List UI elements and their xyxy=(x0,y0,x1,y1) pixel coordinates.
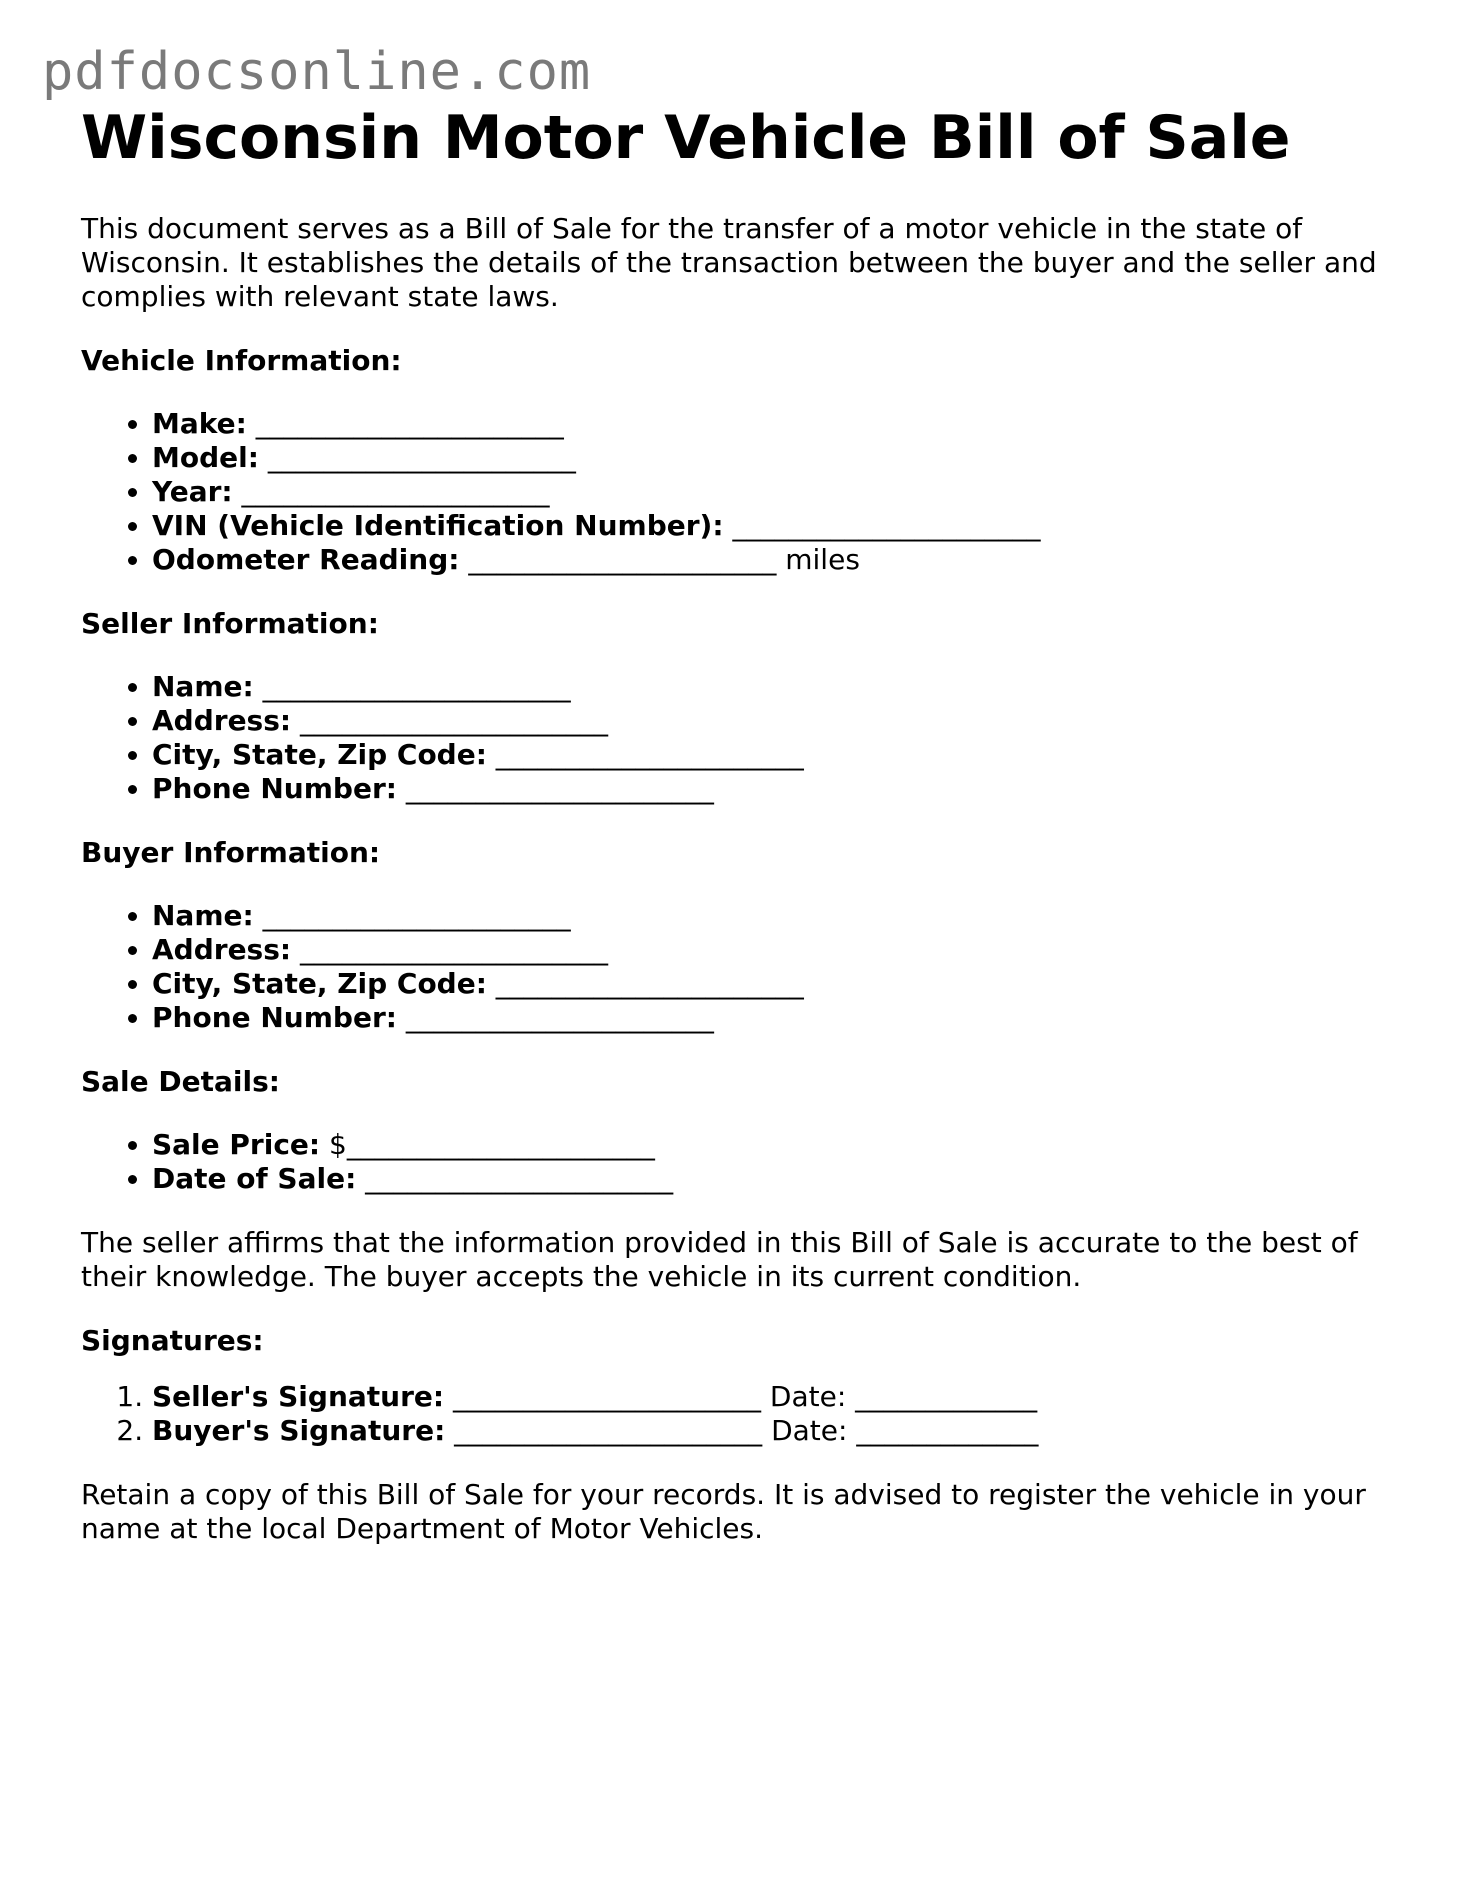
seller-city-field xyxy=(152,738,1401,772)
fill-blank: ______________________ xyxy=(253,899,571,932)
field-label: Address: xyxy=(152,704,292,737)
document-page xyxy=(81,102,1401,1546)
signatures-list xyxy=(81,1380,1401,1448)
fill-blank: ______________________ xyxy=(291,704,608,737)
field-label: City, State, Zip Code: xyxy=(152,967,487,1000)
buyer-section-heading: Buyer Information: xyxy=(81,836,381,869)
fill-blank: ______________________ xyxy=(246,407,564,440)
seller-fields-list xyxy=(81,670,1401,806)
fill-blank: $______________________ xyxy=(320,1128,655,1161)
field-label: Name: xyxy=(152,670,254,703)
field-label: Phone Number: xyxy=(152,772,397,805)
buyer-city-field xyxy=(152,967,1401,1001)
fill-blank: ______________________ xyxy=(396,1001,714,1034)
fill-blank: ______________________ xyxy=(486,738,804,771)
field-label: Sale Price: xyxy=(152,1128,321,1161)
sale-date-field xyxy=(152,1162,1401,1196)
buyer-phone-field xyxy=(152,1001,1401,1035)
watermark: pdfdocsonline.com xyxy=(42,42,592,102)
seller-signature-field xyxy=(152,1380,1401,1414)
fill-blank: ______________________ xyxy=(723,509,1041,542)
buyer-name-field xyxy=(152,899,1401,933)
seller-section-heading: Seller Information: xyxy=(81,607,379,640)
buyer-fields-list xyxy=(81,899,1401,1035)
sale-fields-list xyxy=(81,1128,1401,1196)
field-label: Make: xyxy=(152,407,247,440)
field-label: Phone Number: xyxy=(152,1001,397,1034)
fill-blank: ______________________ xyxy=(356,1162,674,1195)
vehicle-year-field xyxy=(152,475,1401,509)
field-label: City, State, Zip Code: xyxy=(152,738,487,771)
buyer-address-field xyxy=(152,933,1401,967)
field-label: Seller's Signature: xyxy=(152,1380,445,1413)
fill-blank: ______________________ xyxy=(253,670,571,703)
sale-section-heading: Sale Details: xyxy=(81,1065,280,1098)
document-title: Wisconsin Motor Vehicle Bill of Sale xyxy=(81,103,1291,173)
fill-blank: ______________________ xyxy=(396,772,714,805)
fill-blank: ______________________ xyxy=(486,967,804,1000)
fill-blank: ______________________ miles xyxy=(459,543,860,576)
vehicle-make-field xyxy=(152,407,1401,441)
affirmation-paragraph: The seller affirms that the information provided in this Bill of Sale is accurate to the best of their knowledge. The buyer accepts the vehicle in its current condition. xyxy=(81,1226,1358,1293)
vehicle-vin-field xyxy=(152,509,1401,543)
vehicle-model-field xyxy=(152,441,1401,475)
field-label: Date of Sale: xyxy=(152,1162,357,1195)
fill-blank: ______________________ Date: _____________ xyxy=(444,1380,1038,1413)
field-label: Model: xyxy=(152,441,259,474)
sale-price-field xyxy=(152,1128,1401,1162)
field-label: VIN (Vehicle Identification Number): xyxy=(152,509,724,542)
buyer-signature-field xyxy=(152,1414,1401,1448)
field-label: Odometer Reading: xyxy=(152,543,460,576)
field-label: Address: xyxy=(152,933,292,966)
seller-address-field xyxy=(152,704,1401,738)
field-label: Year: xyxy=(152,475,233,508)
fill-blank: ______________________ xyxy=(232,475,550,508)
signatures-section-heading: Signatures: xyxy=(81,1324,264,1357)
vehicle-section-heading: Vehicle Information: xyxy=(81,344,402,377)
fill-blank: ______________________ xyxy=(258,441,576,474)
vehicle-odometer-field xyxy=(152,543,1401,577)
closing-paragraph: Retain a copy of this Bill of Sale for your records. It is advised to register the vehicle in your name at the local Department of Motor Vehicles. xyxy=(81,1478,1366,1545)
vehicle-fields-list xyxy=(81,407,1401,577)
fill-blank: ______________________ xyxy=(291,933,608,966)
fill-blank: ______________________ Date: _____________ xyxy=(445,1414,1039,1447)
seller-phone-field xyxy=(152,772,1401,806)
field-label: Name: xyxy=(152,899,254,932)
field-label: Buyer's Signature: xyxy=(152,1414,446,1447)
intro-paragraph: This document serves as a Bill of Sale for the transfer of a motor vehicle in the state of Wisconsin. It establishes the details of the transaction between the buyer and the seller and complies with relevant state laws. xyxy=(81,212,1377,313)
seller-name-field xyxy=(152,670,1401,704)
